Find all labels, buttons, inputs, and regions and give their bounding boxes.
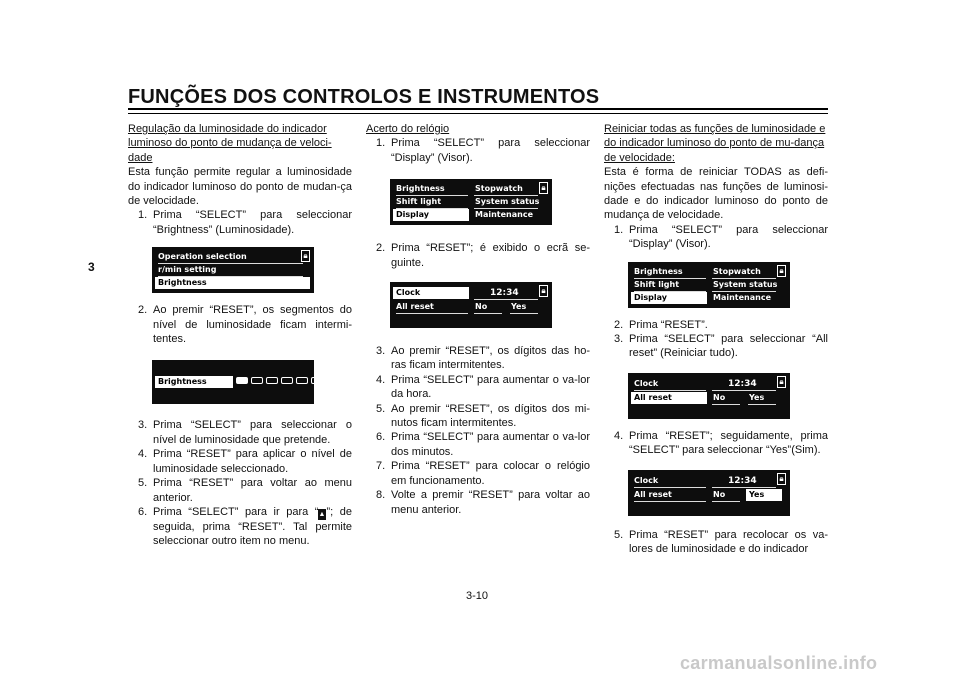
watermark: carmanualsonline.info bbox=[680, 653, 878, 673]
level-segment bbox=[251, 377, 263, 384]
level-segment bbox=[296, 377, 308, 384]
list-item: 4. Prima “RESET” para aplicar o nível de luminosidade seleccionado. bbox=[138, 448, 352, 475]
display-screen-all-reset-yes: Clock 12:34 All reset No Yes 🔒︎ bbox=[628, 470, 790, 516]
display-screen-main-menu: Brightness Shift light Display Stopwatch System status Maintenance 🔒︎ bbox=[390, 179, 552, 225]
list-item: 6. Prima “SELECT” para aumentar o va-lor dos minutos. bbox=[376, 431, 590, 458]
section-intro-brightness: Esta função permite regular a luminosidade do indicador luminoso do ponto de mudan-ça de velocidade. bbox=[128, 166, 352, 208]
level-segment bbox=[311, 377, 323, 384]
list-item: 6. Prima “SELECT” para ir para “▲”; de seguida, prima “RESET”. Tal permite seleccionar outro item no menu. bbox=[138, 505, 352, 548]
page-title: FUNÇÕES DOS CONTROLOS E INSTRUMENTOS bbox=[128, 86, 600, 108]
list-item: 3. Ao premir “RESET”, os dígitos das ho-ras ficam intermitentes. bbox=[376, 345, 590, 372]
section-heading-brightness: Regulação da luminosidade do indicador luminoso do ponto de mudança de veloci-dade bbox=[128, 123, 332, 164]
list-item: 4. Prima “RESET”; seguidamente, prima “SELECT” para seleccionar “Yes”(Sim). bbox=[614, 429, 828, 457]
lock-icon: 🔒︎ bbox=[777, 265, 786, 277]
section-intro-all-reset: Esta é forma de reiniciar TODAS as defi-nições efectuadas nas funções de luminosi-dade e do indicador luminoso do ponto de mudança de velocidade. bbox=[604, 166, 828, 222]
section-heading-clock: Acerto do relógio bbox=[366, 123, 450, 135]
level-segment bbox=[266, 377, 278, 384]
lock-icon: 🔒︎ bbox=[777, 473, 786, 485]
display-screen-all-reset-no: Clock 12:34 All reset No Yes 🔒︎ bbox=[628, 373, 790, 419]
level-segment bbox=[281, 377, 293, 384]
page-number: 3-10 bbox=[466, 590, 489, 602]
column-clock bbox=[366, 122, 590, 517]
lock-icon: 🔒︎ bbox=[539, 182, 548, 194]
selected-row: Brightness bbox=[155, 277, 310, 289]
list-item: 8. Volte a premir “RESET” para voltar ao menu anterior. bbox=[376, 489, 590, 516]
list-item: 4. Prima “SELECT” para aumentar o va-lor da hora. bbox=[376, 373, 590, 401]
list-item: 7. Prima “RESET” para colocar o relógio em funcionamento. bbox=[376, 460, 590, 487]
title-rule-thick bbox=[128, 108, 828, 110]
brightness-segments bbox=[236, 377, 323, 384]
list-item: 1. Prima “SELECT” para seleccionar “Display” (Visor). bbox=[614, 223, 828, 251]
list-item: 3. Prima “SELECT” para seleccionar o nível de luminosidade que pretende. bbox=[138, 419, 352, 446]
lock-icon: 🔒︎ bbox=[539, 285, 548, 297]
lock-icon: 🔒︎ bbox=[301, 250, 310, 262]
display-screen-clock: Clock 12:34 All reset No Yes 🔒︎ bbox=[390, 282, 552, 328]
list-item: 1. Prima “SELECT” para seleccionar “Brightness” (Luminosidade). bbox=[138, 209, 352, 236]
list-item: 5. Prima “RESET” para recolocar os va-lores de luminosidade e do indicador bbox=[614, 528, 828, 556]
section-heading-all-reset: Reiniciar todas as funções de luminosidade e do indicador luminoso do ponto de mu-dança de velocidade: bbox=[604, 123, 826, 164]
list-item: 1. Prima “SELECT” para seleccionar “Display” (Visor). bbox=[376, 137, 590, 164]
column-all-reset bbox=[604, 122, 828, 557]
lock-icon: ▲ bbox=[318, 510, 326, 518]
display-screen-menu: Operation selection r/min setting Brightness 🔒︎ bbox=[152, 247, 314, 293]
list-item: 2. Ao premir “RESET”, os segmentos do nível de luminosidade ficam intermi-tentes. bbox=[138, 304, 352, 346]
list-item: 2. Prima “RESET”; é exibido o ecrã se-guinte. bbox=[376, 242, 590, 269]
selected-row: All reset bbox=[631, 392, 707, 404]
selected-row: Display bbox=[631, 292, 707, 304]
selected-row: Yes bbox=[746, 489, 782, 501]
selected-row: Display bbox=[393, 209, 469, 221]
steps-brightness bbox=[128, 208, 352, 237]
display-screen-brightness-level: Brightness bbox=[152, 360, 314, 404]
level-segment bbox=[236, 377, 248, 384]
display-screen-main-menu: Brightness Shift light Display Stopwatch System status Maintenance 🔒︎ bbox=[628, 262, 790, 308]
list-item: 5. Ao premir “RESET”, os dígitos dos mi-nutos ficam intermitentes. bbox=[376, 402, 590, 430]
list-item: 2. Prima “RESET”. bbox=[614, 318, 708, 331]
list-item: 3. Prima “SELECT” para seleccionar “All reset” (Reiniciar tudo). bbox=[614, 333, 828, 360]
column-brightness bbox=[128, 122, 352, 549]
chapter-number: 3 bbox=[88, 260, 95, 274]
title-rule-thin bbox=[128, 113, 828, 114]
lock-icon: 🔒︎ bbox=[777, 376, 786, 388]
selected-row: Clock bbox=[393, 287, 469, 299]
list-item: 5. Prima “RESET” para voltar ao menu anterior. bbox=[138, 477, 352, 504]
